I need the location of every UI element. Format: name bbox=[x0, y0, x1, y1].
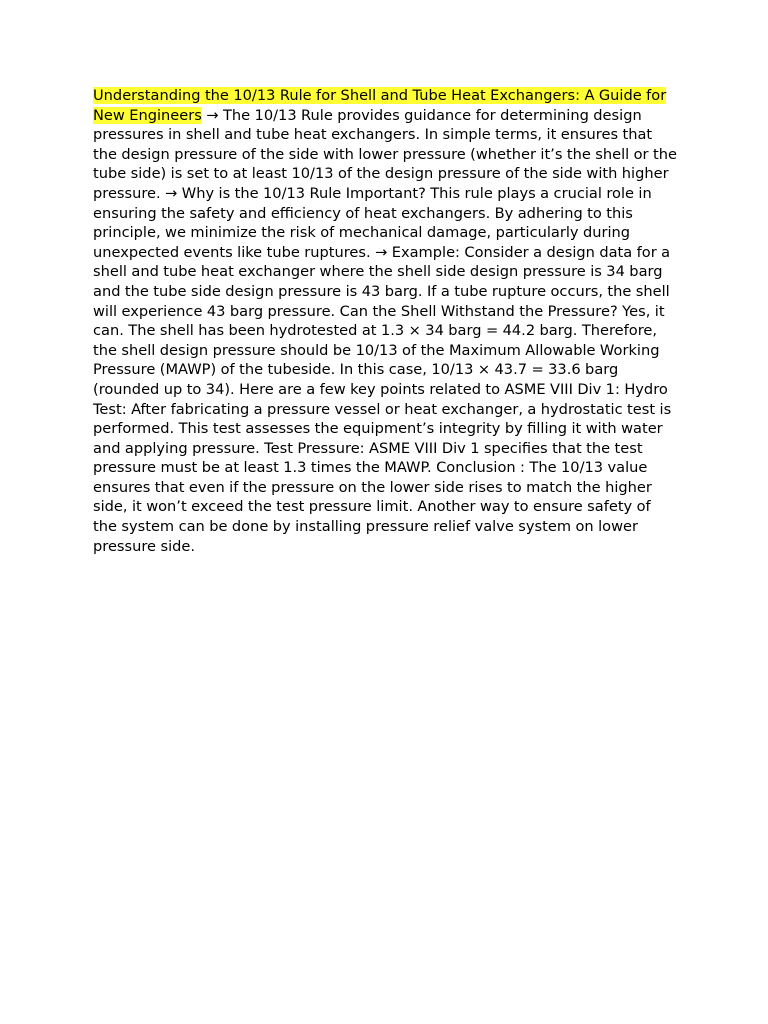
highlighted-title: Understanding the 10/13 Rule for Shell and Tube Heat Exchangers: A Guide for New Engineers bbox=[93, 87, 667, 124]
document-body-paragraph bbox=[93, 86, 677, 556]
body-text: → The 10/13 Rule provides guidance for determining design pressures in shell and tube heat exchangers. In simple terms, it ensures that the design pressure of the side with lower pressure (whether it’s the shell or the tube side) is set to at least 10/13 of the design pressure of the side with higher pressure. → Why is the 10/13 Rule Important? This rule plays a crucial role in ensuring the safety and efficiency of heat exchangers. By adhering to this principle, we minimize the risk of mechanical damage, particularly during unexpected events like tube ruptures. → Example: Consider a design data for a shell and tube heat exchanger where the shell side design pressure is 34 barg and the tube side design pressure is 43 barg. If a tube rupture occurs, the shell will experience 43 barg pressure. Can the Shell Withstand the Pressure? Yes, it can. The shell has been hydrotested at 1.3 × 34 barg = 44.2 barg. Therefore, the shell design pressure should be 10/13 of the Maximum Allowable Working Pressure (MAWP) of the tubeside. In this case, 10/13 × 43.7 = 33.6 barg (rounded up to 34). Here are a few key points related to ASME VIII Div 1: Hydro Test: After fabricating a pressure vessel or heat exchanger, a hydrostatic test is performed. This test assesses the equipment’s integrity by filling it with water and applying pressure. Test Pressure: ASME VIII Div 1 specifies that the test pressure must be at least 1.3 times the MAWP. Conclusion : The 10/13 value ensures that even if the pressure on the lower side rises to match the higher side, it won’t exceed the test pressure limit. Another way to ensure safety of the system can be done by installing pressure relief valve system on lower pressure side. bbox=[93, 106, 677, 555]
